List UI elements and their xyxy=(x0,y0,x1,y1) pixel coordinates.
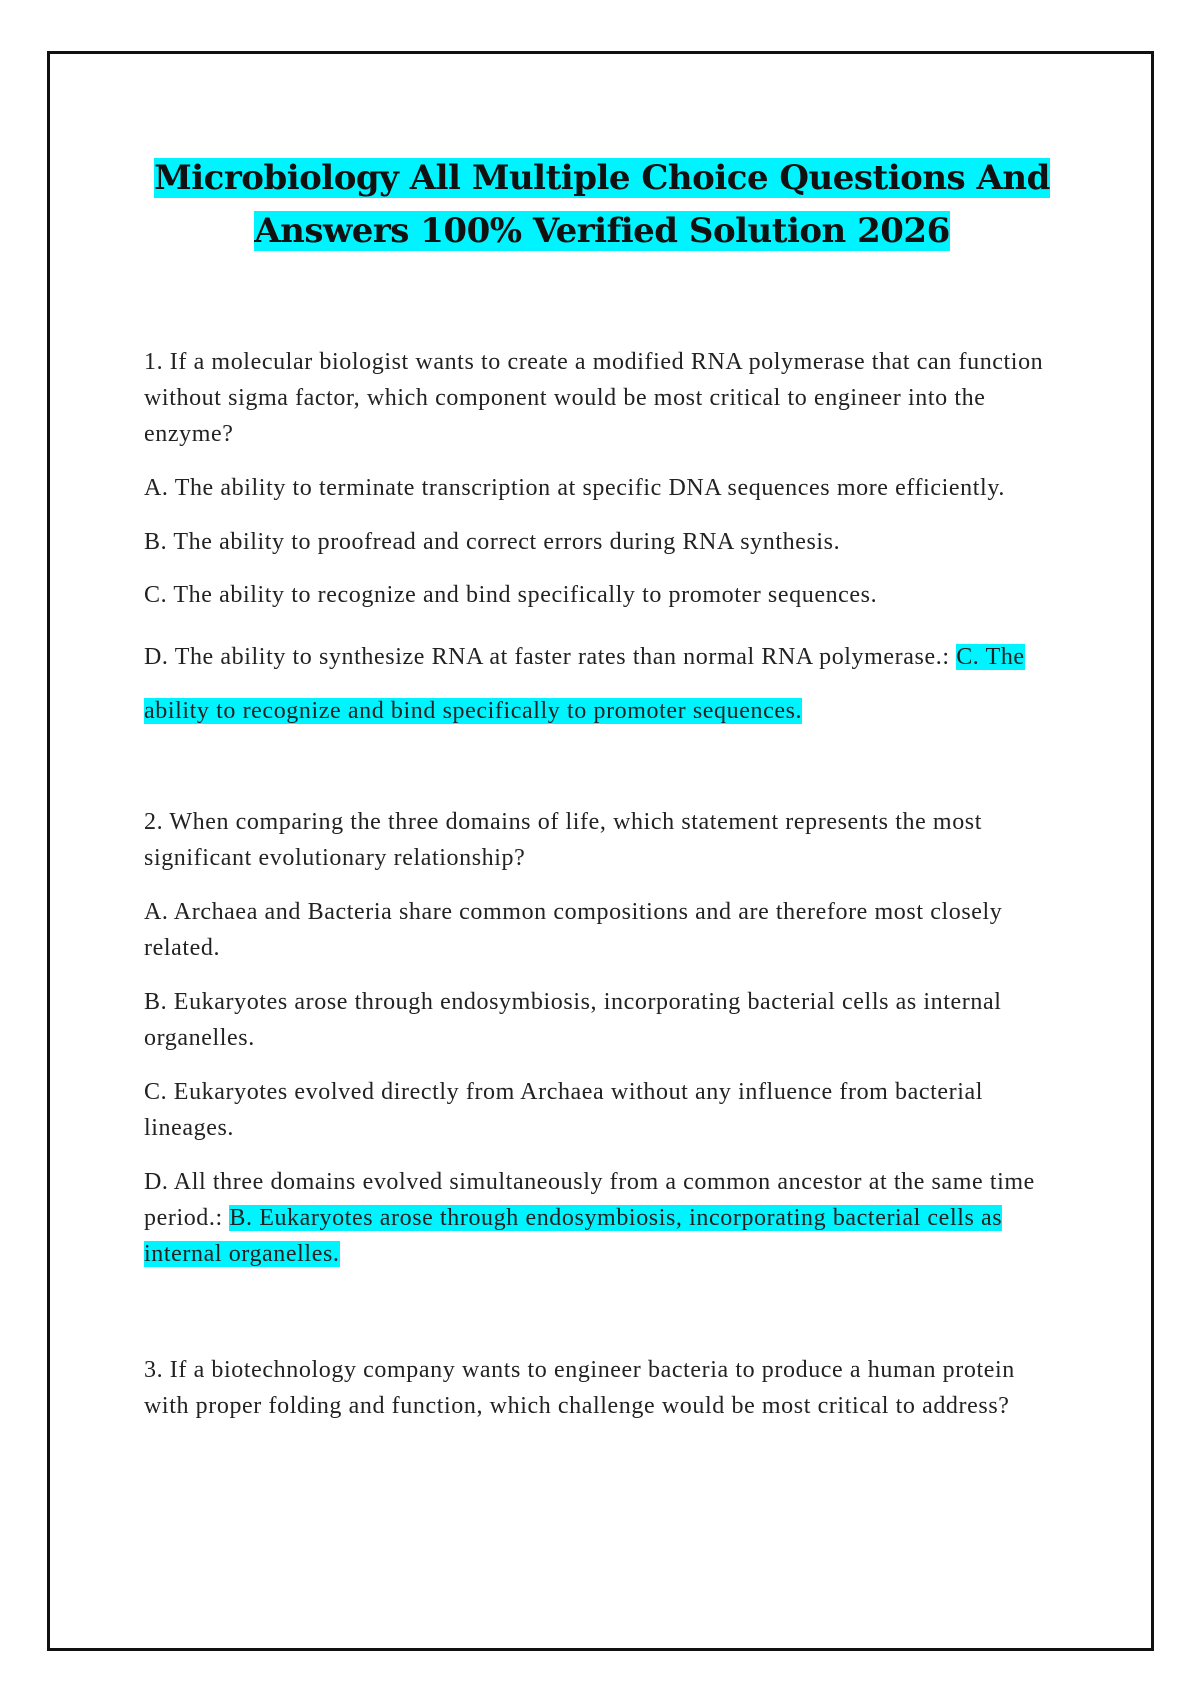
question-2 xyxy=(144,804,1060,1272)
title-highlight: Microbiology All Multiple Choice Questions And Answers 100% Verified Solution 2026 xyxy=(154,158,1050,251)
question-text: 2. When comparing the three domains of life, which statement represents the most significant evolutionary relationship? xyxy=(144,809,982,871)
document-content xyxy=(144,152,1060,1424)
option-d: D. The ability to synthesize RNA at faster rates than normal RNA polymerase.: xyxy=(144,644,950,670)
question-text: 1. If a molecular biologist wants to create a modified RNA polymerase that can function without sigma factor, which component would be most critical to engineer into the enzyme? xyxy=(144,349,1044,447)
option-c: C. Eukaryotes evolved directly from Archaea without any influence from bacterial lineages. xyxy=(144,1079,984,1141)
option-a: A. The ability to terminate transcription at specific DNA sequences more efficiently. xyxy=(144,475,1005,501)
question-3 xyxy=(144,1352,1060,1424)
answer-highlight: C. The ability to recognize and bind specifically to promoter sequences. xyxy=(144,644,1025,724)
option-d: D. All three domains evolved simultaneously from a common ancestor at the same time period.: xyxy=(144,1169,1035,1231)
option-d-with-answer xyxy=(144,630,1060,738)
question-1 xyxy=(144,344,1060,738)
document-title xyxy=(144,152,1060,258)
option-b: B. Eukaryotes arose through endosymbiosis, incorporating bacterial cells as internal organelles. xyxy=(144,989,1002,1051)
option-b: B. The ability to proofread and correct errors during RNA synthesis. xyxy=(144,529,841,555)
question-text: 3. If a biotechnology company wants to engineer bacteria to produce a human protein with proper folding and function, which challenge would be most critical to address? xyxy=(144,1357,1015,1419)
option-c: C. The ability to recognize and bind specifically to promoter sequences. xyxy=(144,582,878,608)
document-page xyxy=(47,51,1154,1651)
answer-highlight: B. Eukaryotes arose through endosymbiosis, incorporating bacterial cells as internal organelles. xyxy=(144,1205,1003,1267)
option-a: A. Archaea and Bacteria share common compositions and are therefore most closely related. xyxy=(144,899,1003,961)
option-d-with-answer xyxy=(144,1164,1060,1272)
